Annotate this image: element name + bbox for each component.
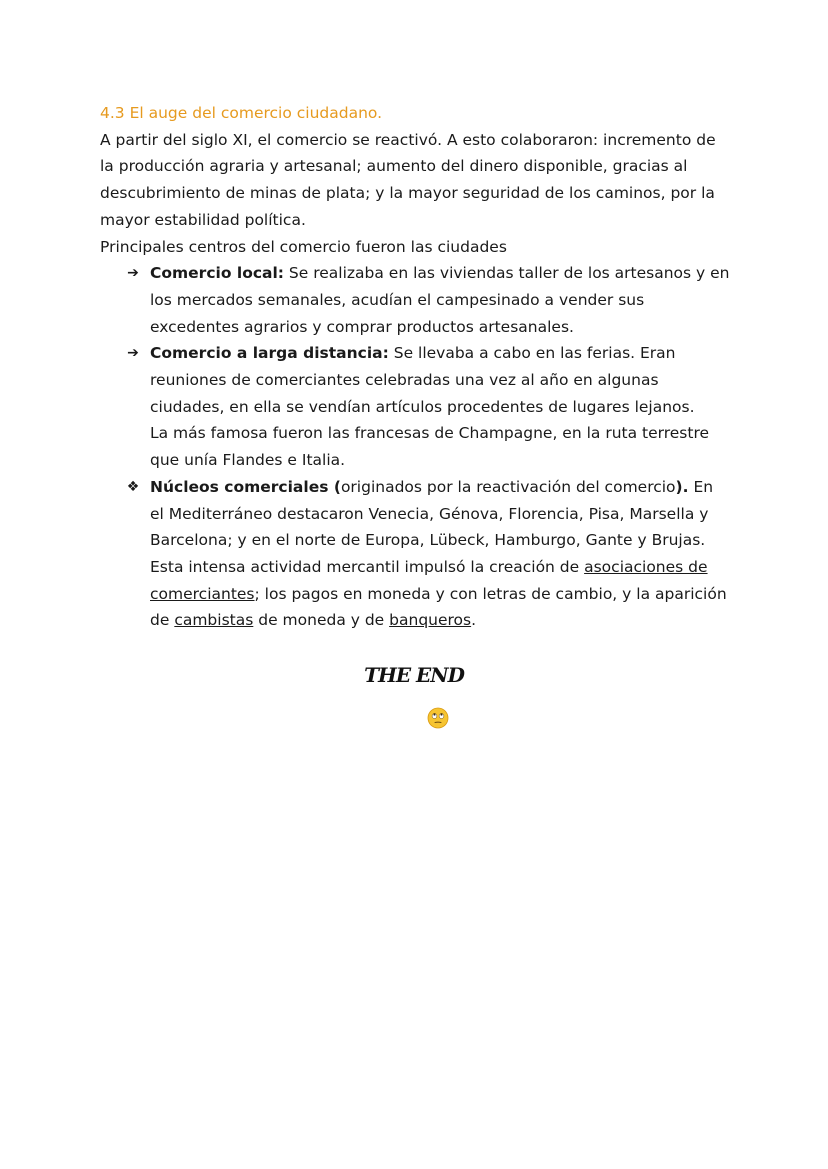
item-text: originados por la reactivación del comercio — [340, 477, 676, 496]
list-item — [100, 340, 730, 474]
eye-roll-emoji-icon — [427, 707, 449, 729]
lead-paragraph: Principales centros del comercio fueron las ciudades — [100, 237, 507, 256]
item-title: Comercio a larga distancia: — [150, 344, 389, 363]
item-title: Comercio local: — [150, 264, 284, 283]
arrow-bullet-icon: ➔ — [127, 345, 139, 362]
item-text: Se realizaba en las viviendas taller de los artesanos y en los mercados semanales, acudían el campesinado a vender sus excedentes agrarios y comprar productos artesanales. — [150, 264, 730, 336]
underlined-term: banqueros — [389, 611, 472, 630]
item-text: Se llevaba a cabo en las ferias. Eran reuniones de comerciantes celebradas una vez al año en algunas ciudades, en ella se vendían artículos procedentes de lugares lejanos. — [150, 344, 695, 416]
content-column — [100, 100, 730, 634]
commerce-list — [100, 260, 730, 634]
diamond-bullet-icon: ❖ — [126, 478, 140, 495]
item-text: En el Mediterráneo destacaron Venecia, Génova, Florencia, Pisa, Marsella y Barcelona; y en el norte de Europa, Lübeck, Hamburgo, Gante y Brujas. Esta intensa actividad mercantil impulsó la creación de — [150, 477, 714, 576]
the-end-title: THE END — [364, 663, 464, 687]
arrow-bullet-icon: ➔ — [127, 265, 139, 282]
item-extra-text: La más famosa fueron las francesas de Champagne, en la ruta terrestre que unía Flandes e Italia. — [150, 424, 710, 470]
item-text: . — [471, 611, 477, 630]
underlined-term: asociaciones de comerciantes — [150, 557, 708, 603]
item-text: ; los pagos en moneda y con letras de cambio, y la aparición de — [150, 584, 727, 630]
intro-paragraph: A partir del siglo XI, el comercio se reactivó. A esto colaboraron: incremento de la producción agraria y artesanal; aumento del dinero disponible, gracias al descubrimiento de minas de plata; y la mayor seguridad de los caminos, por la mayor estabilidad política. — [100, 130, 716, 229]
item-title: Núcleos comerciales ( — [150, 477, 341, 496]
item-title-close: ). — [675, 477, 689, 496]
underlined-term: cambistas — [174, 611, 254, 630]
item-text: de moneda y de — [253, 611, 390, 630]
list-item — [100, 474, 730, 634]
section-heading: 4.3 El auge del comercio ciudadano. — [100, 104, 383, 122]
list-item — [100, 260, 730, 340]
